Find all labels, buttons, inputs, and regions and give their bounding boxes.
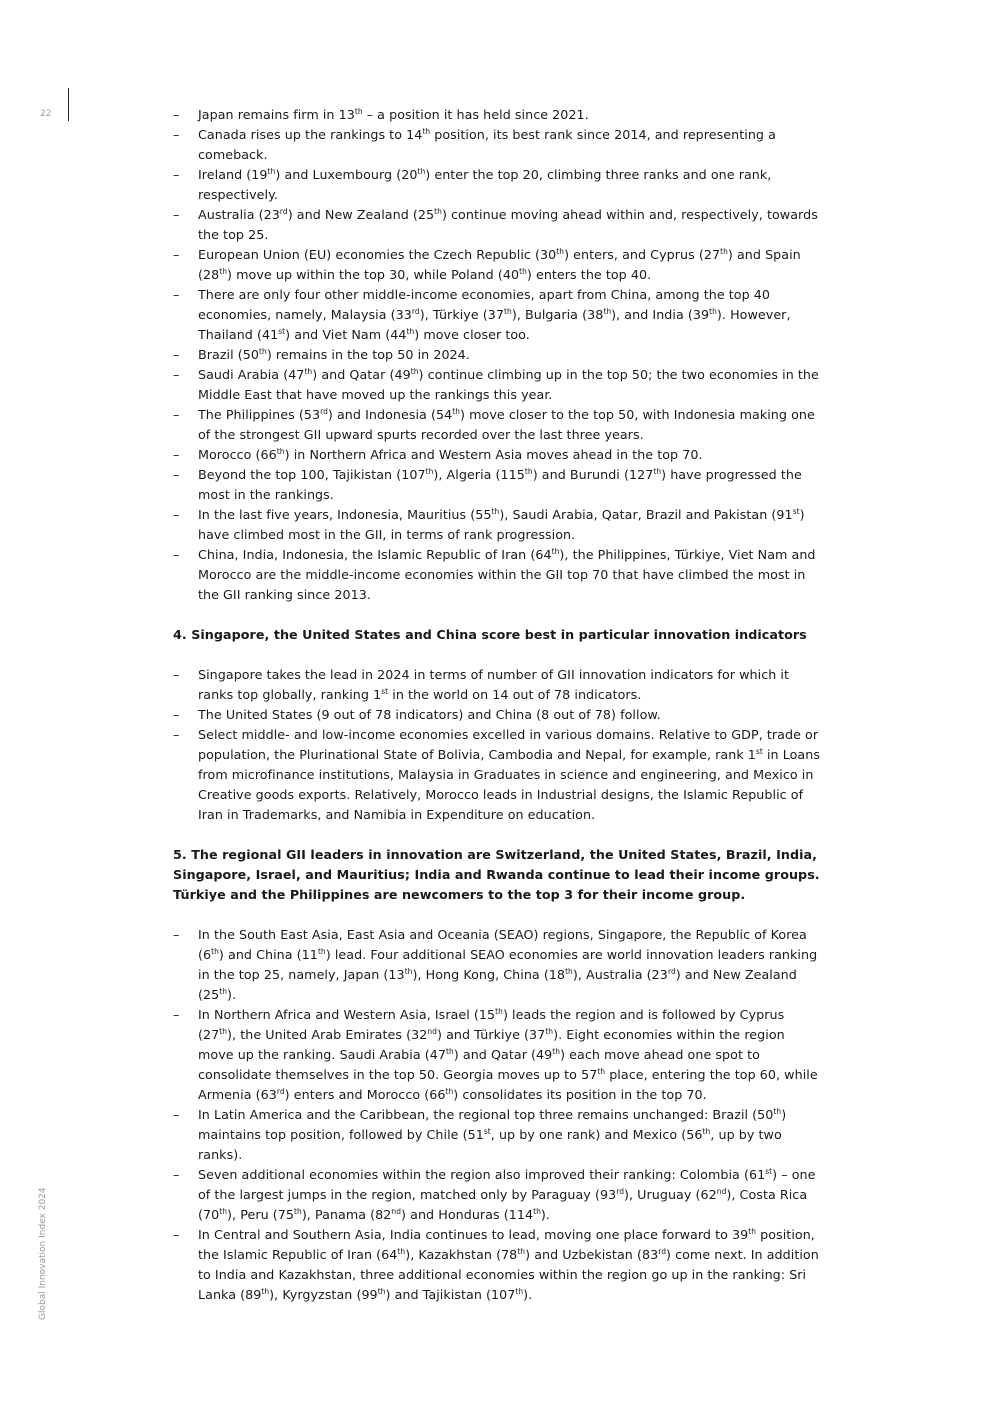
list-item: – Beyond the top 100, Tajikistan (107th), Algeria (115th) and Burundi (127th) have progressed the most in the rankings. [173, 465, 823, 505]
indicator-leaders-list [173, 665, 823, 825]
section-heading-5: 5. The regional GII leaders in innovation are Switzerland, the United States, Brazil, India, Singapore, Israel, and Mauritius; India and Rwanda continue to lead their income groups. Türkiye and the Philippines are newcomers to the top 3 for their income group. [173, 847, 820, 902]
list-item: – In the last five years, Indonesia, Mauritius (55th), Saudi Arabia, Qatar, Brazil and Pakistan (91st) have climbed most in the GII, in terms of rank progression. [173, 505, 823, 545]
document-body [173, 105, 823, 1305]
list-item: – Saudi Arabia (47th) and Qatar (49th) continue climbing up in the top 50; the two economies in the Middle East that have moved up the rankings this year. [173, 365, 823, 405]
list-item: – Japan remains firm in 13th – a position it has held since 2021. [173, 105, 823, 125]
list-item: – The Philippines (53rd) and Indonesia (54th) move closer to the top 50, with Indonesia making one of the strongest GII upward spurts recorded over the last three years. [173, 405, 823, 445]
list-item: – Morocco (66th) in Northern Africa and Western Asia moves ahead in the top 70. [173, 445, 823, 465]
list-item: – Singapore takes the lead in 2024 in terms of number of GII innovation indicators for which it ranks top globally, ranking 1st in the world on 14 out of 78 indicators. [173, 665, 823, 705]
section-heading-4: 4. Singapore, the United States and China score best in particular innovation indicators [173, 627, 807, 642]
list-item: – China, India, Indonesia, the Islamic Republic of Iran (64th), the Philippines, Türkiye, Viet Nam and Morocco are the middle-income economies within the GII top 70 that have climbed the most in the GII ranking since 2013. [173, 545, 823, 605]
page-number-divider [68, 88, 69, 121]
list-item: – In the South East Asia, East Asia and Oceania (SEAO) regions, Singapore, the Republic of Korea (6th) and China (11th) lead. Four additional SEAO economies are world innovation leaders ranking in the top 25, namely, Japan (13th), Hong Kong, China (18th), Australia (23rd) and New Zealand (25th). [173, 925, 823, 1005]
list-item: – In Northern Africa and Western Asia, Israel (15th) leads the region and is followed by Cyprus (27th), the United Arab Emirates (32nd) and Türkiye (37th). Eight economies within the region move up the ranking. Saudi Arabia (47th) and Qatar (49th) each move ahead one spot to consolidate themselves in the top 50. Georgia moves up to 57th place, entering the top 60, while Armenia (63rd) enters and Morocco (66th) consolidates its position in the top 70. [173, 1005, 823, 1105]
list-item: – Brazil (50th) remains in the top 50 in 2024. [173, 345, 823, 365]
list-item: – Seven additional economies within the region also improved their ranking: Colombia (61st) – one of the largest jumps in the region, matched only by Paraguay (93rd), Uruguay (62nd), Costa Rica (70th), Peru (75th), Panama (82nd) and Honduras (114th). [173, 1165, 823, 1225]
running-title: Global Innovation Index 2024 [38, 1187, 48, 1320]
list-item: – European Union (EU) economies the Czech Republic (30th) enters, and Cyprus (27th) and Spain (28th) move up within the top 30, while Poland (40th) enters the top 40. [173, 245, 823, 285]
ranking-highlights-list [173, 105, 823, 605]
list-item: – The United States (9 out of 78 indicators) and China (8 out of 78) follow. [173, 705, 823, 725]
list-item: – There are only four other middle-income economies, apart from China, among the top 40 economies, namely, Malaysia (33rd), Türkiye (37th), Bulgaria (38th), and India (39th). However, Thailand (41st) and Viet Nam (44th) move closer too. [173, 285, 823, 345]
list-item: – In Central and Southern Asia, India continues to lead, moving one place forward to 39th position, the Islamic Republic of Iran (64th), Kazakhstan (78th) and Uzbekistan (83rd) come next. In addition to India and Kazakhstan, three additional economies within the region go up in the ranking: Sri Lanka (89th), Kyrgyzstan (99th) and Tajikistan (107th). [173, 1225, 823, 1305]
page-number: 22 [40, 109, 52, 119]
regional-leaders-list [173, 925, 823, 1305]
list-item: – Australia (23rd) and New Zealand (25th) continue moving ahead within and, respectively, towards the top 25. [173, 205, 823, 245]
list-item: – Ireland (19th) and Luxembourg (20th) enter the top 20, climbing three ranks and one rank, respectively. [173, 165, 823, 205]
list-item: – In Latin America and the Caribbean, the regional top three remains unchanged: Brazil (50th) maintains top position, followed by Chile (51st, up by one rank) and Mexico (56th, up by two ranks). [173, 1105, 823, 1165]
list-item: – Select middle- and low-income economies excelled in various domains. Relative to GDP, trade or population, the Plurinational State of Bolivia, Cambodia and Nepal, for example, rank 1st in Loans from microfinance institutions, Malaysia in Graduates in science and engineering, and Mexico in Creative goods exports. Relatively, Morocco leads in Industrial designs, the Islamic Republic of Iran in Trademarks, and Namibia in Expenditure on education. [173, 725, 823, 825]
list-item: – Canada rises up the rankings to 14th position, its best rank since 2014, and representing a comeback. [173, 125, 823, 165]
